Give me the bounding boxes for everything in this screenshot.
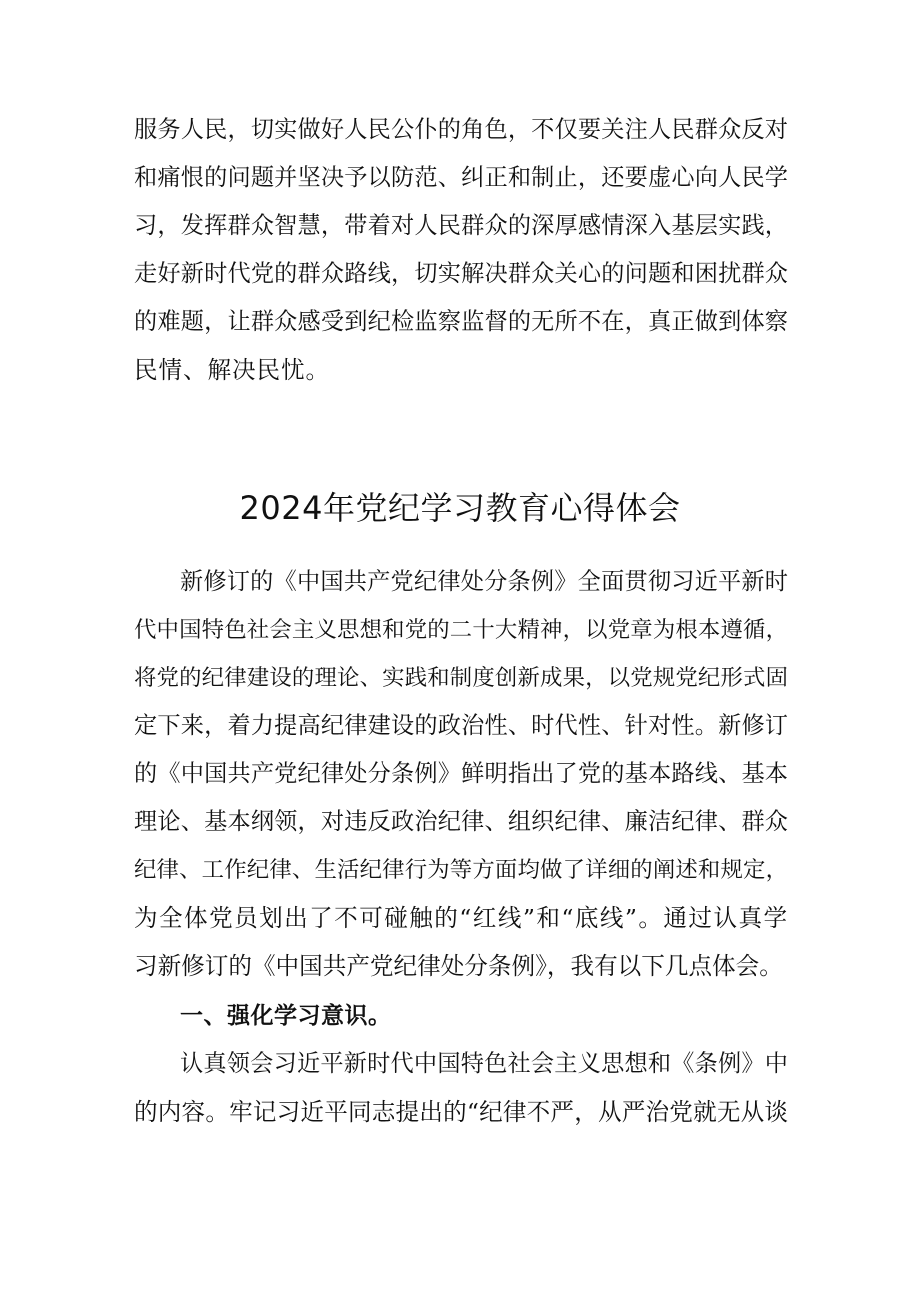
text-line: 走好新时代党的群众路线，切实解决群众关心的问题和困扰群众 xyxy=(134,260,788,287)
text-line: 习，发挥群众智慧，带着对人民群众的深厚感情深入基层实践， xyxy=(134,212,788,239)
text-line: 服务人民，切实做好人民公仆的角色，不仅要关注人民群众反对 xyxy=(134,116,788,143)
section-heading: 一、强化学习意识。 xyxy=(180,1003,392,1029)
text-line: 民情、解决民忧。 xyxy=(134,356,330,384)
text-line: 新修订的《中国共产党纪律处分条例》全面贯彻习近平新时 xyxy=(180,568,788,595)
text-line: 的难题，让群众感受到纪检监察监督的无所不在，真正做到体察 xyxy=(134,308,788,335)
text-line: 认真领会习近平新时代中国特色社会主义思想和《条例》中 xyxy=(180,1050,788,1077)
text-line: 代中国特色社会主义思想和党的二十大精神，以党章为根本遵循， xyxy=(134,617,788,643)
text-line: 的内容。牢记习近平同志提出的“纪律不严，从严治党就无从谈 xyxy=(134,1098,788,1126)
text-line: 定下来，着力提高纪律建设的政治性、时代性、针对性。新修订 xyxy=(134,712,788,739)
text-line: 将党的纪律建设的理论、实践和制度创新成果，以党规党纪形式固 xyxy=(134,665,788,691)
text-line: 为全体党员划出了不可碰触的“红线”和“底线”。通过认真学 xyxy=(134,904,788,932)
document-title: 2024年党纪学习教育心得体会 xyxy=(239,489,681,528)
text-line: 和痛恨的问题并坚决予以防范、纠正和制止，还要虚心向人民学 xyxy=(134,164,788,191)
text-line: 的《中国共产党纪律处分条例》鲜明指出了党的基本路线、基本 xyxy=(134,760,788,787)
text-line: 纪律、工作纪律、生活纪律行为等方面均做了详细的阐述和规定， xyxy=(134,857,788,883)
text-line: 理论、基本纲领，对违反政治纪律、组织纪律、廉洁纪律、群众 xyxy=(134,808,788,835)
text-line: 习新修订的《中国共产党纪律处分条例》，我有以下几点体会。 xyxy=(134,952,783,980)
